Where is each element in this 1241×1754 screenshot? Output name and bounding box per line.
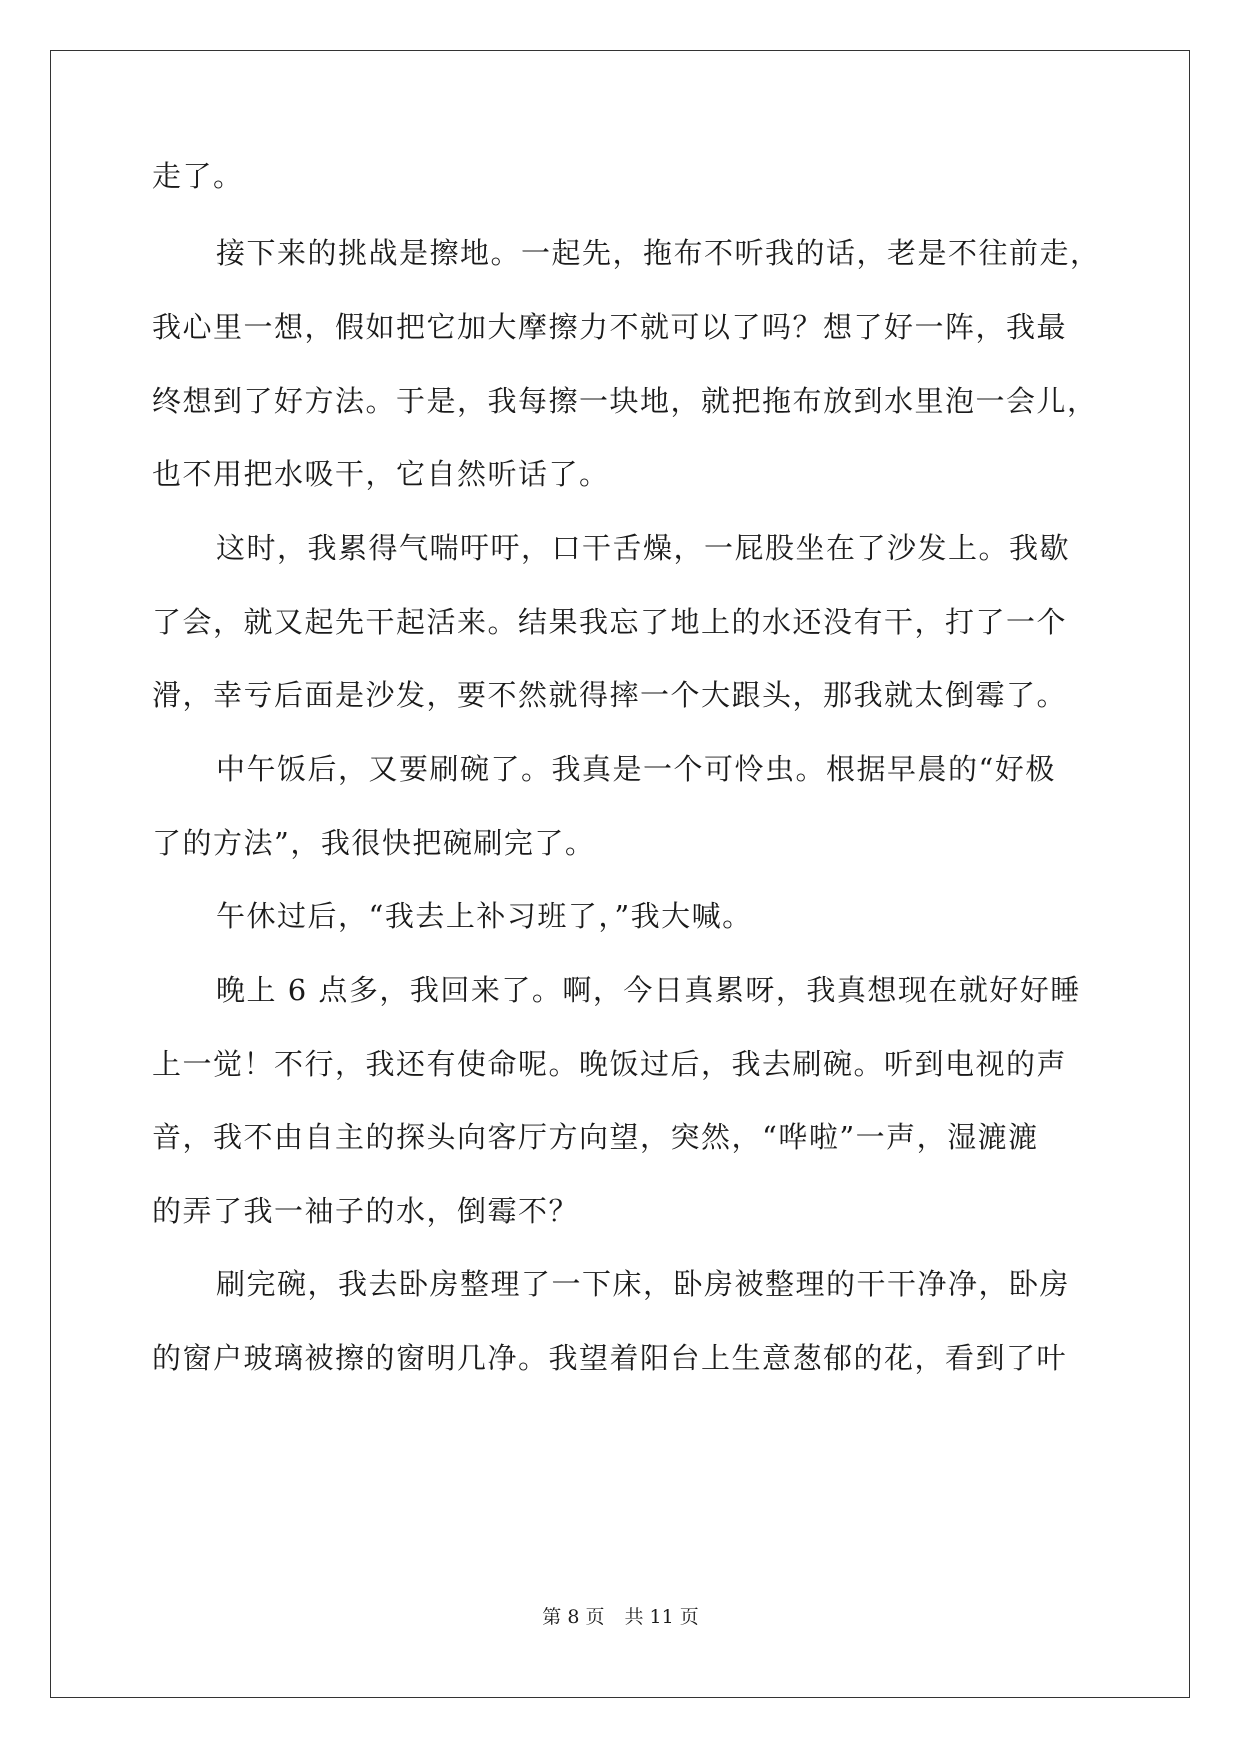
text-line: 滑，幸亏后面是沙发，要不然就得摔一个大跟头，那我就太倒霉了。: [152, 678, 1068, 712]
paragraph-start-line: 中午饭后，又要刷碗了。我真是一个可怜虫。根据早晨的“好极: [216, 752, 1056, 786]
text-line: 音，我不由自主的探头向客厅方向望，突然，“哗啦”一声，湿漉漉: [152, 1120, 1039, 1154]
text-line: 上一觉！不行，我还有使命呢。晚饭过后，我去刷碗。听到电视的声: [152, 1047, 1068, 1081]
paragraph-start-line: 刷完碗，我去卧房整理了一下床，卧房被整理的干干净净，卧房: [216, 1267, 1071, 1301]
text-line: 的窗户玻璃被擦的窗明几净。我望着阳台上生意葱郁的花，看到了叶: [152, 1341, 1068, 1375]
text-line: 了会，就又起先干起活来。结果我忘了地上的水还没有干，打了一个: [152, 605, 1068, 639]
page-number: 第 8 页: [542, 1606, 605, 1628]
text-line: 了的方法”，我很快把碗刷完了。: [152, 826, 596, 860]
text-line: 终想到了好方法。于是，我每擦一块地，就把拖布放到水里泡一会儿，: [152, 384, 1098, 418]
paragraph-start-line: 午休过后，“我去上补习班了，”我大喊。: [216, 899, 753, 933]
paragraph-start-line: 晚上 6 点多，我回来了。啊，今日真累呀，我真想现在就好好睡: [216, 973, 1081, 1007]
page-border: [50, 50, 1190, 1698]
text-line: 我心里一想，假如把它加大摩擦力不就可以了吗？想了好一阵，我最: [152, 310, 1068, 344]
text-line: 也不用把水吸干，它自然听话了。: [152, 457, 610, 491]
page-total: 共 11 页: [624, 1606, 699, 1628]
paragraph-start-line: 这时，我累得气喘吁吁，口干舌燥，一屁股坐在了沙发上。我歇: [216, 531, 1071, 565]
paragraph-start-line: 接下来的挑战是擦地。一起先，拖布不听我的话，老是不往前走，: [216, 236, 1101, 270]
text-line: 走了。: [152, 159, 244, 193]
page-footer: [0, 1605, 1241, 1629]
text-line: 的弄了我一袖子的水，倒霉不？: [152, 1194, 580, 1228]
